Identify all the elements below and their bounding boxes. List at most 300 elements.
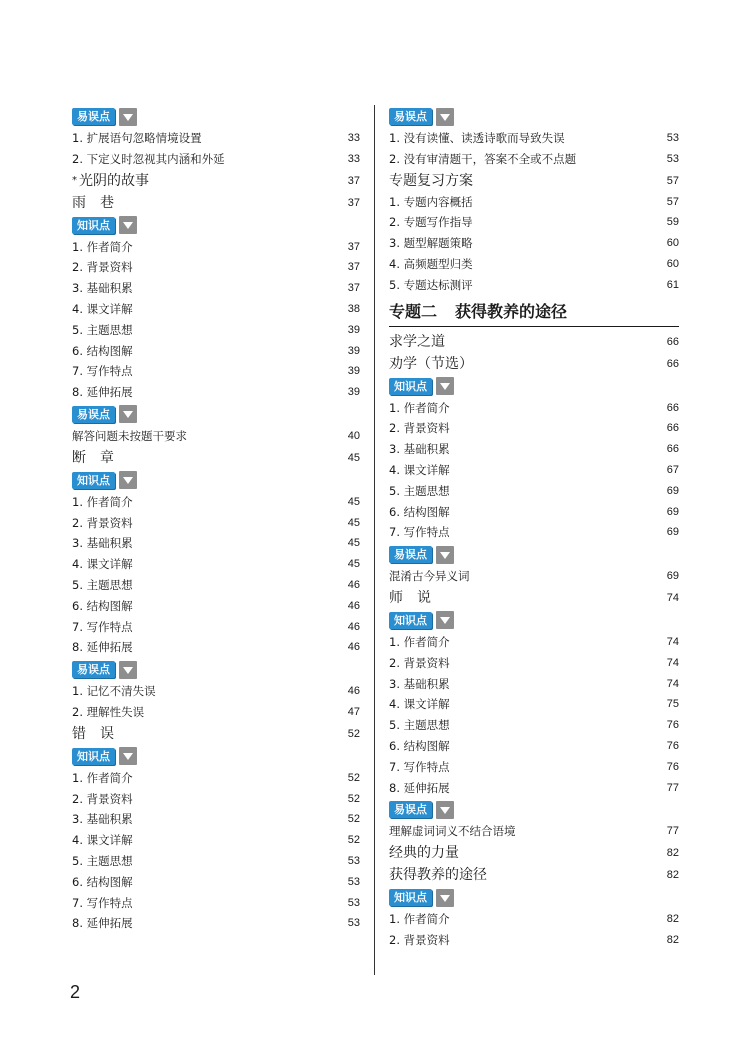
entry-label: 3. 题型解题策略: [389, 236, 473, 251]
entry-page-number: 69: [666, 570, 679, 583]
entry-text: [389, 481, 450, 502]
entry-page-number: 37: [347, 261, 360, 274]
dropdown-triangle-icon: [436, 546, 454, 564]
entry-label: 2. 没有审清题干，答案不全或不点题: [389, 151, 577, 166]
entry-label: 1. 作者简介: [389, 400, 450, 415]
entry-page-number: 52: [347, 771, 360, 784]
entry-label: 4. 课文详解: [72, 301, 133, 316]
entry-page-number: 76: [666, 719, 679, 732]
dropdown-triangle-icon: [119, 216, 137, 234]
section-tag-row: [389, 798, 679, 821]
entry-page-number: 46: [347, 685, 360, 698]
entry-label: 1. 作者简介: [72, 239, 133, 254]
error-prone-tag: 易误点: [389, 108, 432, 125]
knowledge-tag: 知识点: [72, 748, 115, 765]
entry-label: 劝学（节选）: [389, 355, 473, 372]
entry-page-number: 40: [347, 429, 360, 442]
entry-label: 1. 记忆不清失误: [72, 684, 156, 699]
toc-entry[interactable]: [72, 702, 360, 723]
toc-entry[interactable]: [72, 320, 360, 341]
toc-entry[interactable]: [72, 533, 360, 554]
entry-label: 3. 基础积累: [72, 536, 133, 551]
entry-page-number: 57: [666, 195, 679, 208]
error-prone-tag: 易误点: [389, 801, 432, 818]
entry-page-number: 74: [666, 656, 679, 669]
entry-label: 1. 作者简介: [72, 494, 133, 509]
entry-text: [72, 299, 133, 320]
entry-page-number: 39: [347, 386, 360, 399]
toc-entry[interactable]: [389, 275, 679, 296]
entry-page-number: 74: [666, 635, 679, 648]
toc-entry[interactable]: [72, 426, 360, 447]
section-tag-row: [389, 543, 679, 566]
entry-label: 8. 延伸拓展: [72, 385, 133, 400]
entry-label: 4. 课文详解: [389, 697, 450, 712]
toc-entry[interactable]: [72, 637, 360, 658]
entry-text: [389, 864, 487, 886]
toc-entry[interactable]: [389, 632, 679, 653]
entry-text: [389, 439, 450, 460]
toc-entry[interactable]: [72, 809, 360, 830]
entry-text: [72, 723, 114, 745]
entry-label: 6. 结构图解: [72, 343, 133, 358]
entry-text: [389, 254, 473, 275]
entry-text: [389, 502, 450, 523]
entry-page-number: 61: [666, 278, 679, 291]
toc-entry[interactable]: [72, 361, 360, 382]
entry-page-number: 75: [666, 698, 679, 711]
dropdown-triangle-icon: [119, 747, 137, 765]
toc-entry[interactable]: [389, 481, 679, 502]
entry-page-number: 82: [666, 869, 679, 882]
dropdown-triangle-icon: [436, 889, 454, 907]
entry-star-mark: *: [72, 174, 77, 186]
entry-label: 5. 主题思想: [389, 718, 450, 733]
entry-text: [389, 192, 473, 213]
section-tag-row: [389, 609, 679, 632]
toc-entry[interactable]: [72, 554, 360, 575]
entry-text: [389, 909, 450, 930]
entry-page-number: 45: [347, 451, 360, 464]
entry-text: [72, 513, 133, 534]
entry-label: 专题复习方案: [389, 172, 473, 189]
entry-text: [72, 789, 133, 810]
entry-text: [72, 257, 133, 278]
entry-label: 2. 背景资料: [389, 421, 450, 436]
entry-page-number: 77: [666, 825, 679, 838]
knowledge-tag: 知识点: [389, 889, 432, 906]
entry-label: 7. 写作特点: [389, 759, 450, 774]
entry-page-number: 82: [666, 913, 679, 926]
entry-page-number: 46: [347, 578, 360, 591]
toc-entry[interactable]: [389, 233, 679, 254]
entry-page-number: 45: [347, 495, 360, 508]
toc-title-entry[interactable]: [72, 723, 360, 745]
entry-page-number: 46: [347, 620, 360, 633]
entry-page-number: 77: [666, 781, 679, 794]
entry-label: 经典的力量: [389, 845, 459, 862]
entry-text: [72, 681, 156, 702]
entry-page-number: 67: [666, 463, 679, 476]
entry-text: [72, 170, 149, 192]
entry-text: [389, 460, 450, 481]
entry-text: [72, 851, 133, 872]
entry-label: 1. 作者简介: [389, 912, 450, 927]
toc-entry[interactable]: [72, 913, 360, 934]
entry-text: [72, 637, 133, 658]
toc-title-entry[interactable]: [389, 587, 679, 609]
entry-label: 错 误: [72, 725, 114, 742]
entry-label: 1. 扩展语句忽略情境设置: [72, 131, 202, 145]
entry-page-number: 76: [666, 760, 679, 773]
entry-page-number: 38: [347, 302, 360, 315]
entry-label: 1. 作者简介: [389, 634, 450, 649]
toc-entry[interactable]: [389, 694, 679, 715]
section-tag-row: [72, 745, 360, 768]
knowledge-tag: 知识点: [72, 472, 115, 489]
entry-text: [72, 617, 133, 638]
column-divider: [374, 105, 375, 975]
entry-page-number: 69: [666, 526, 679, 539]
dropdown-triangle-icon: [119, 108, 137, 126]
entry-page-number: 52: [347, 727, 360, 740]
entry-label: 4. 高频题型归类: [389, 256, 473, 271]
toc-title-entry[interactable]: [72, 170, 360, 192]
dropdown-triangle-icon: [119, 661, 137, 679]
entry-label: 7. 写作特点: [72, 619, 133, 634]
section-tag-row: [72, 105, 360, 128]
entry-page-number: 46: [347, 599, 360, 612]
entry-page-number: 52: [347, 834, 360, 847]
entry-page-number: 33: [347, 132, 360, 144]
entry-page-number: 37: [347, 240, 360, 253]
entry-label: 断 章: [72, 449, 114, 466]
entry-page-number: 39: [347, 365, 360, 378]
entry-page-number: 33: [347, 152, 360, 165]
toc-title-entry[interactable]: [389, 170, 679, 192]
entry-page-number: 60: [666, 257, 679, 270]
dropdown-triangle-icon: [436, 108, 454, 126]
entry-text: [72, 447, 114, 469]
entry-text: [72, 913, 133, 934]
entry-label: 5. 主题思想: [72, 322, 133, 337]
toc-entry[interactable]: [389, 757, 679, 778]
entry-label: 5. 主题思想: [72, 853, 133, 868]
entry-page-number: 53: [347, 896, 360, 909]
entry-text: [389, 736, 450, 757]
entry-label: 6. 结构图解: [389, 504, 450, 519]
entry-page-number: 57: [666, 174, 679, 187]
toc-title-entry[interactable]: [389, 864, 679, 886]
entry-text: [72, 361, 133, 382]
toc-entry[interactable]: [72, 768, 360, 789]
dropdown-triangle-icon: [119, 471, 137, 489]
section-label: 专题二: [389, 302, 438, 322]
toc-entry[interactable]: [389, 909, 679, 930]
knowledge-tag: 知识点: [389, 378, 432, 395]
entry-label: 3. 基础积累: [389, 676, 450, 691]
entry-text: [389, 632, 450, 653]
section-heading: [389, 296, 679, 327]
toc-entry[interactable]: [389, 128, 679, 149]
toc-entry[interactable]: [72, 513, 360, 534]
error-prone-tag: 易误点: [72, 406, 115, 423]
entry-text: [72, 893, 133, 914]
page-number: 2: [70, 982, 81, 1002]
entry-label: 7. 写作特点: [389, 525, 450, 540]
entry-text: [389, 653, 450, 674]
entry-page-number: 45: [347, 558, 360, 571]
section-tag-row: [389, 886, 679, 909]
entry-label: 1. 作者简介: [72, 770, 133, 785]
entry-text: [72, 554, 133, 575]
entry-text: [72, 149, 225, 170]
entry-label: 雨 巷: [72, 194, 114, 211]
entry-label: 光阴的故事: [79, 172, 149, 189]
entry-text: [389, 821, 516, 842]
entry-text: [72, 830, 133, 851]
entry-text: [389, 149, 576, 170]
entry-page-number: 53: [347, 875, 360, 888]
toc-entry[interactable]: [72, 149, 360, 170]
entry-text: [72, 278, 133, 299]
entry-label: 3. 基础积累: [72, 812, 133, 827]
error-prone-tag: 易误点: [72, 661, 115, 678]
toc-entry[interactable]: [72, 492, 360, 513]
section-tag-row: [389, 105, 679, 128]
toc-title-entry[interactable]: [72, 447, 360, 469]
entry-page-number: 47: [347, 705, 360, 718]
entry-page-number: 45: [347, 516, 360, 529]
dropdown-triangle-icon: [436, 611, 454, 629]
entry-text: [389, 587, 431, 609]
entry-label: 5. 专题达标测评: [389, 277, 473, 292]
entry-label: 8. 延伸拓展: [72, 916, 133, 931]
entry-page-number: 53: [347, 917, 360, 930]
entry-page-number: 76: [666, 739, 679, 752]
toc-entry[interactable]: [389, 930, 679, 951]
entry-text: [72, 382, 133, 403]
entry-label: 4. 课文详解: [389, 462, 450, 477]
entry-text: [389, 694, 450, 715]
entry-text: [389, 398, 450, 419]
entry-page-number: 69: [666, 505, 679, 518]
entry-text: [389, 331, 445, 353]
entry-text: [389, 522, 450, 543]
toc-entry[interactable]: [72, 872, 360, 893]
section-tag-row: [389, 375, 679, 398]
entry-label: 8. 延伸拓展: [72, 640, 133, 655]
error-prone-tag: 易误点: [389, 546, 432, 563]
entry-label: 2. 下定义时忽视其内涵和外延: [72, 151, 225, 166]
entry-page-number: 46: [347, 641, 360, 654]
entry-text: [72, 426, 187, 447]
entry-label: 解答问题未按题干要求: [72, 428, 187, 443]
entry-text: [389, 778, 450, 799]
toc-title-entry[interactable]: [72, 192, 360, 214]
toc-entry[interactable]: [389, 522, 679, 543]
entry-label: 1. 专题内容概括: [389, 194, 473, 209]
entry-page-number: 66: [666, 443, 679, 456]
entry-text: [389, 128, 565, 149]
entry-text: [72, 809, 133, 830]
toc-entry[interactable]: [389, 460, 679, 481]
entry-label: 2. 背景资料: [72, 791, 133, 806]
entry-text: [389, 212, 473, 233]
toc-title-entry[interactable]: [389, 331, 679, 353]
entry-label: 5. 主题思想: [72, 577, 133, 592]
entry-label: 2. 背景资料: [389, 932, 450, 947]
entry-page-number: 59: [666, 216, 679, 229]
entry-text: [389, 715, 450, 736]
entry-page-number: 53: [347, 854, 360, 867]
entry-text: [389, 757, 450, 778]
entry-page-number: 39: [347, 344, 360, 357]
toc-entry[interactable]: [72, 299, 360, 320]
toc-entry[interactable]: [389, 502, 679, 523]
toc-entry[interactable]: [72, 575, 360, 596]
toc-entry[interactable]: [72, 681, 360, 702]
entry-text: [72, 596, 133, 617]
entry-page-number: 66: [666, 401, 679, 414]
toc-entry[interactable]: [389, 192, 679, 213]
entry-label: 6. 结构图解: [72, 874, 133, 889]
entry-page-number: 53: [666, 132, 679, 144]
toc-entry[interactable]: [72, 851, 360, 872]
entry-page-number: 37: [347, 174, 360, 187]
entry-page-number: 45: [347, 537, 360, 550]
toc-entry[interactable]: [72, 128, 360, 149]
entry-page-number: 60: [666, 237, 679, 250]
toc-title-entry[interactable]: [389, 353, 679, 375]
section-tag-row: [72, 469, 360, 492]
toc-entry[interactable]: [389, 821, 679, 842]
entry-page-number: 37: [347, 282, 360, 295]
error-prone-tag: 易误点: [72, 108, 115, 125]
entry-label: 混淆古今异义词: [389, 569, 470, 584]
toc-entry[interactable]: [389, 254, 679, 275]
entry-label: 4. 课文详解: [72, 833, 133, 848]
entry-page-number: 53: [666, 152, 679, 165]
entry-text: [72, 237, 133, 258]
toc-entry[interactable]: [72, 341, 360, 362]
entry-text: [389, 170, 473, 192]
section-title: 获得教养的途径: [455, 302, 568, 322]
knowledge-tag: 知识点: [72, 217, 115, 234]
toc-entry[interactable]: [389, 439, 679, 460]
knowledge-tag: 知识点: [389, 612, 432, 629]
entry-page-number: 37: [347, 196, 360, 209]
entry-text: [72, 768, 133, 789]
toc-entry[interactable]: [72, 596, 360, 617]
toc-entry[interactable]: [389, 653, 679, 674]
entry-text: [72, 128, 202, 149]
entry-text: [389, 418, 450, 439]
toc-entry[interactable]: [72, 237, 360, 258]
dropdown-triangle-icon: [436, 377, 454, 395]
entry-page-number: 66: [666, 422, 679, 435]
entry-label: 3. 基础积累: [389, 442, 450, 457]
toc-entry[interactable]: [72, 278, 360, 299]
entry-text: [72, 872, 133, 893]
toc-entry[interactable]: [389, 715, 679, 736]
toc-entry[interactable]: [389, 398, 679, 419]
entry-page-number: 66: [666, 357, 679, 370]
entry-text: [389, 930, 450, 951]
entry-page-number: 66: [666, 335, 679, 348]
toc-entry[interactable]: [72, 382, 360, 403]
entry-label: 2. 理解性失误: [72, 704, 145, 719]
entry-text: [72, 192, 114, 214]
toc-entry[interactable]: [72, 893, 360, 914]
toc-entry[interactable]: [389, 674, 679, 695]
entry-text: [389, 566, 470, 587]
entry-text: [389, 275, 473, 296]
entry-page-number: 52: [347, 813, 360, 826]
entry-page-number: 74: [666, 591, 679, 604]
entry-text: [389, 674, 450, 695]
entry-label: 2. 背景资料: [389, 655, 450, 670]
entry-label: 2. 专题写作指导: [389, 215, 473, 230]
entry-page-number: 82: [666, 847, 679, 860]
entry-text: [72, 575, 133, 596]
entry-label: 获得教养的途径: [389, 867, 487, 884]
entry-label: 5. 主题思想: [389, 483, 450, 498]
entry-page-number: 82: [666, 933, 679, 946]
toc-entry[interactable]: [72, 257, 360, 278]
toc-title-entry[interactable]: [389, 842, 679, 864]
toc-entry[interactable]: [389, 566, 679, 587]
entry-label: 4. 课文详解: [72, 557, 133, 572]
entry-text: [72, 702, 144, 723]
entry-text: [72, 320, 133, 341]
toc-entry[interactable]: [72, 789, 360, 810]
toc-entry[interactable]: [389, 212, 679, 233]
section-tag-row: [72, 658, 360, 681]
entry-label: 6. 结构图解: [389, 738, 450, 753]
entry-page-number: 74: [666, 677, 679, 690]
toc-entry[interactable]: [72, 830, 360, 851]
dropdown-triangle-icon: [119, 405, 137, 423]
entry-text: [72, 492, 133, 513]
entry-label: 2. 背景资料: [72, 515, 133, 530]
toc-right-column: [389, 105, 679, 951]
entry-label: 3. 基础积累: [72, 281, 133, 296]
section-tag-row: [72, 214, 360, 237]
entry-page-number: 52: [347, 792, 360, 805]
entry-label: 8. 延伸拓展: [389, 780, 450, 795]
toc-entry[interactable]: [389, 736, 679, 757]
entry-text: [389, 233, 473, 254]
entry-text: [72, 341, 133, 362]
entry-text: [72, 533, 133, 554]
entry-label: 6. 结构图解: [72, 598, 133, 613]
entry-label: 师 说: [389, 589, 431, 606]
entry-text: [389, 353, 473, 375]
toc-entry[interactable]: [389, 778, 679, 799]
entry-label: 7. 写作特点: [72, 364, 133, 379]
entry-label: 2. 背景资料: [72, 260, 133, 275]
entry-page-number: 69: [666, 484, 679, 497]
entry-label: 求学之道: [389, 333, 445, 350]
dropdown-triangle-icon: [436, 801, 454, 819]
toc-entry[interactable]: [72, 617, 360, 638]
entry-label: 理解虚词词义不结合语境: [389, 824, 516, 839]
section-tag-row: [72, 403, 360, 426]
toc-entry[interactable]: [389, 149, 679, 170]
toc-entry[interactable]: [389, 418, 679, 439]
entry-label: 1. 没有读懂、读透诗歌而导致失误: [389, 131, 565, 145]
